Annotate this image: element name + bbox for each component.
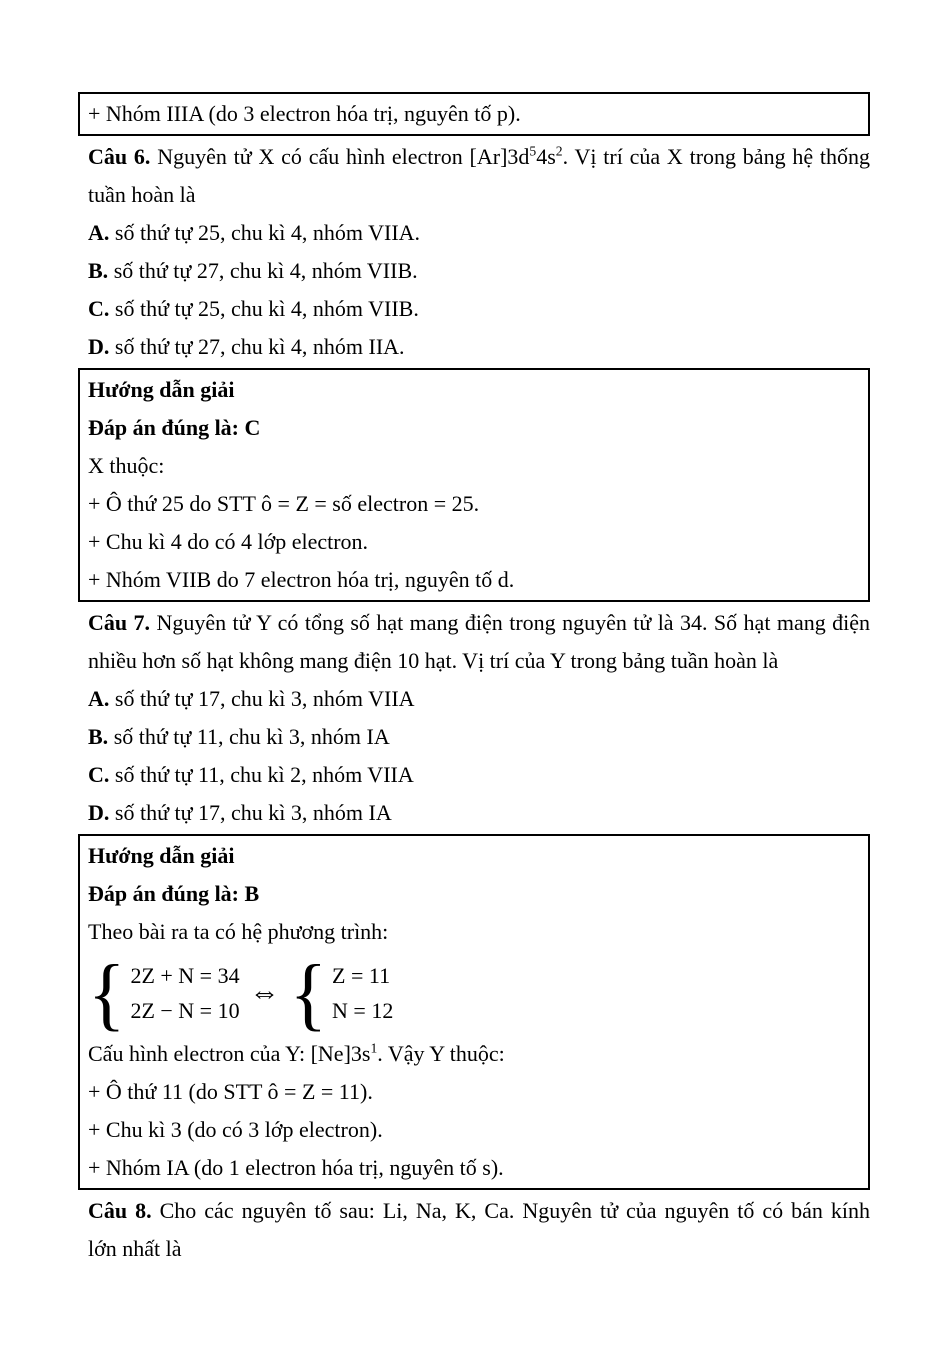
- solution-answer: [88, 875, 868, 913]
- question-7-line-1: [88, 604, 870, 642]
- question-7-text-a: Nguyên tử Y có tổng số hạt mang điện trong nguyên tử là 34. Số hạt mang điện: [156, 610, 871, 635]
- option-d-label: D.: [88, 800, 110, 825]
- equation-row: 2Z + N = 34: [130, 963, 240, 988]
- solution-line: + Nhóm IA (do 1 electron hóa trị, nguyên tố s).: [88, 1155, 504, 1180]
- question-7-option-b: [88, 718, 870, 756]
- option-d-text: số thứ tự 17, chu kì 3, nhóm IA: [114, 800, 392, 825]
- option-a-text: số thứ tự 17, chu kì 3, nhóm VIIA: [114, 686, 415, 711]
- config-text-b: . Vậy Y thuộc:: [377, 1041, 505, 1066]
- question-6-option-d: [88, 328, 870, 366]
- option-d-label: D.: [88, 334, 110, 359]
- solution-intro: Theo bài ra ta có hệ phương trình:: [88, 919, 389, 944]
- solution-heading: [88, 371, 868, 409]
- option-b-label: B.: [88, 258, 109, 283]
- question-7-line-2: nhiều hơn số hạt không mang điện 10 hạt. Vị trí của Y trong bảng tuần hoàn là: [88, 648, 779, 673]
- option-d-text: số thứ tự 27, chu kì 4, nhóm IIA.: [114, 334, 405, 359]
- question-6-option-a: [88, 214, 870, 252]
- solution-answer-text: Đáp án đúng là: C: [88, 415, 261, 440]
- question-8-text: Cho các nguyên tố sau: Li, Na, K, Ca. Nguyên tử của nguyên tố có bán kính: [159, 1198, 871, 1223]
- left-brace: {: [88, 946, 126, 1039]
- question-6-line-2: tuần hoàn là: [88, 182, 196, 207]
- question-7-option-d: [88, 794, 870, 832]
- superscript-1: 1: [370, 1040, 378, 1056]
- superscript-5: 5: [529, 143, 537, 159]
- option-c-label: C.: [88, 296, 110, 321]
- question-8-line-1: [88, 1192, 870, 1230]
- left-brace: {: [289, 946, 328, 1039]
- equation-case-left: [88, 946, 240, 1039]
- question-6-text-c: . Vị trí của X trong bảng hệ thống: [562, 144, 871, 169]
- solution-line: + Nhóm VIIB do 7 electron hóa trị, nguyên tố d.: [88, 567, 515, 592]
- solution-heading-text: Hướng dẫn giải: [88, 843, 235, 868]
- question-6-text-b: 4s: [536, 144, 556, 169]
- question-6-line-1: [88, 138, 870, 176]
- question-8-label: Câu 8.: [88, 1198, 152, 1223]
- solution-line: + Chu kì 4 do có 4 lớp electron.: [88, 529, 369, 554]
- equation-row: Z = 11: [332, 963, 391, 988]
- equation-case-right: [289, 946, 394, 1039]
- question-7-label: Câu 7.: [88, 610, 151, 635]
- question-7-option-c: [88, 756, 870, 794]
- question-6-text-a: Nguyên tử X có cấu hình electron [Ar]3d: [157, 144, 530, 169]
- option-c-text: số thứ tự 25, chu kì 4, nhóm VIIB.: [114, 296, 419, 321]
- solution-answer: [88, 409, 868, 447]
- option-a-text: số thứ tự 25, chu kì 4, nhóm VIIA.: [114, 220, 421, 245]
- solution-heading: [88, 837, 868, 875]
- solution-line: + Ô thứ 25 do STT ô = Z = số electron = 25.: [88, 491, 480, 516]
- question-6-option-b: [88, 252, 870, 290]
- solution-line: + Chu kì 3 (do có 3 lớp electron).: [88, 1117, 383, 1142]
- solution-config-line: [88, 1035, 868, 1073]
- solution-box-question-6: [78, 368, 870, 602]
- option-c-text: số thứ tự 11, chu kì 2, nhóm VIIA: [114, 762, 414, 787]
- option-c-label: C.: [88, 762, 110, 787]
- option-b-text: số thứ tự 27, chu kì 4, nhóm VIIB.: [113, 258, 418, 283]
- option-b-label: B.: [88, 724, 109, 749]
- option-b-text: số thứ tự 11, chu kì 3, nhóm IA: [113, 724, 390, 749]
- option-a-label: A.: [88, 220, 110, 245]
- equation-rows-right: [332, 958, 393, 1028]
- equation-system: [88, 946, 868, 1039]
- equivalence-arrow: ⇔: [249, 976, 280, 1009]
- solution-box-top: [78, 92, 870, 136]
- equation-row: N = 12: [332, 998, 394, 1023]
- option-a-label: A.: [88, 686, 110, 711]
- equation-rows-left: [130, 958, 239, 1028]
- solution-heading-text: Hướng dẫn giải: [88, 377, 235, 402]
- question-6-label: Câu 6.: [88, 144, 151, 169]
- solution-answer-text: Đáp án đúng là: B: [88, 881, 260, 906]
- equation-row: 2Z − N = 10: [130, 998, 240, 1023]
- question-6-option-c: [88, 290, 870, 328]
- question-7-option-a: [88, 680, 870, 718]
- solution-line: X thuộc:: [88, 453, 165, 478]
- superscript-2: 2: [555, 143, 563, 159]
- solution-note-group-iiia: + Nhóm IIIA (do 3 electron hóa trị, nguyên tố p).: [88, 101, 521, 126]
- question-8-line-2: lớn nhất là: [88, 1236, 182, 1261]
- solution-box-question-7: [78, 834, 870, 1190]
- solution-line: + Ô thứ 11 (do STT ô = Z = 11).: [88, 1079, 373, 1104]
- config-text-a: Cấu hình electron của Y: [Ne]3s: [88, 1041, 371, 1066]
